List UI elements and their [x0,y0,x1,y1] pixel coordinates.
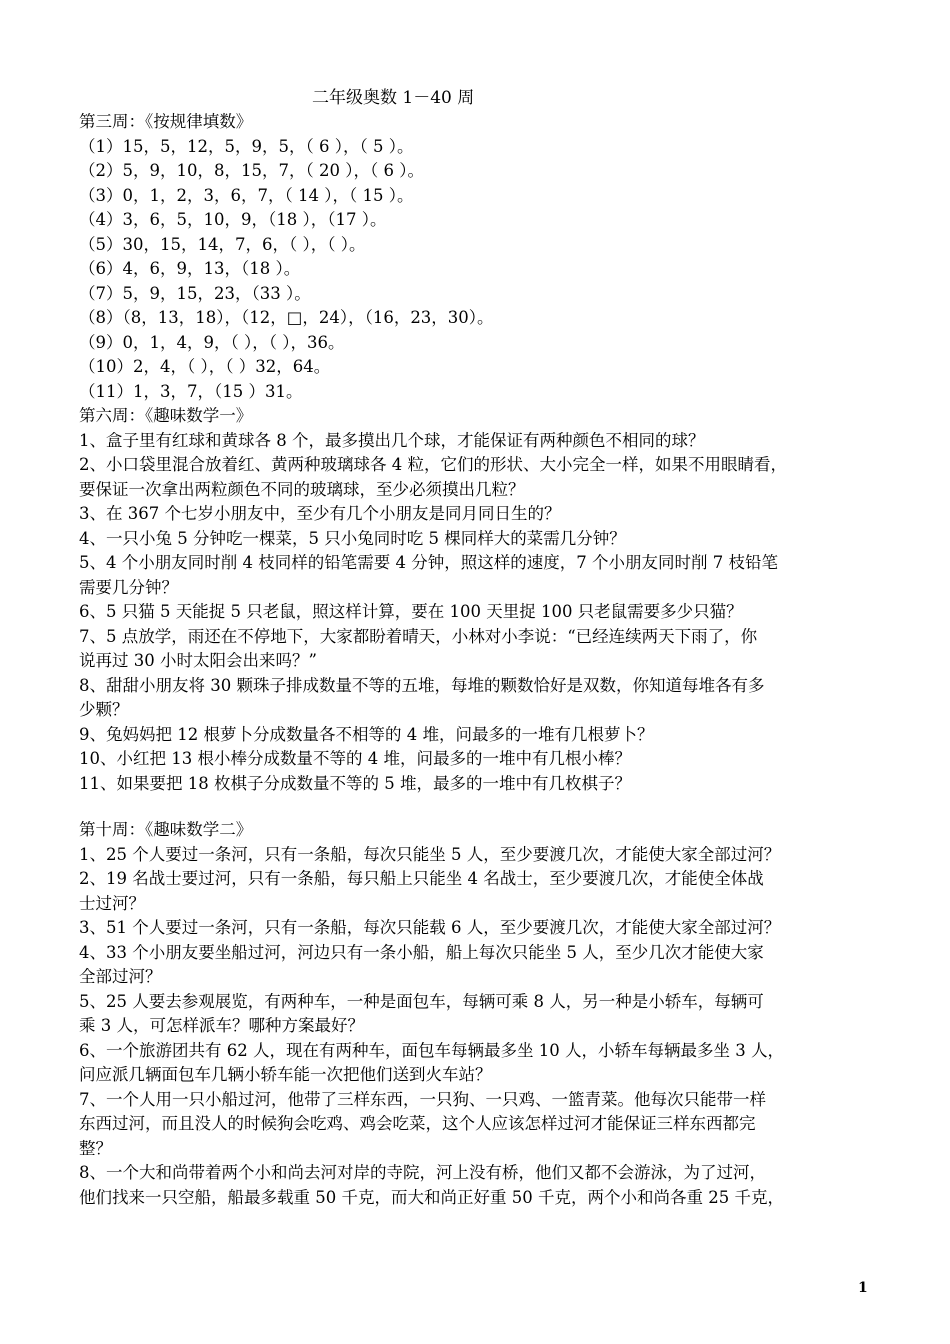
problem-line: 8、一个大和尚带着两个小和尚去河对岸的寺院，河上没有桥，他们又都不会游泳，为了过河， [79,1163,766,1182]
problem-item [79,429,879,454]
week3-heading: 第三周：《按规律填数》 [79,112,253,131]
problem-item [79,747,879,772]
problem-item [79,723,879,748]
problem-line: （5）30，15，14，7，6，（ ），（ ）。 [79,234,366,254]
problem-item [79,1161,879,1210]
problem-item [79,990,879,1039]
problem-line: 2、小口袋里混合放着红、黄两种玻璃球各 4 粒，它们的形状、大小完全一样，如果不用眼睛看， [79,455,787,474]
problem-line: 5、4 个小朋友同时削 4 枝同样的铅笔需要 4 分钟，照这样的速度，7 个小朋友同时削 7 枝铅笔 [79,553,778,572]
problem-line: （10）2，4，（ ），（ ）32，64。 [79,357,331,376]
problem-item [79,1039,879,1088]
problem-line: 1、25 个人要过一条河，只有一条船，每次只能坐 5 人，至少要渡几次，才能使大家全部过河？ [79,844,781,864]
problem-item [79,1088,879,1162]
week10-heading: 第十周：《趣味数学二》 [79,820,253,839]
problem-line: 11、如果要把 18 枚棋子分成数量不等的 5 堆，最多的一堆中有几枚棋子？ [79,773,631,793]
problem-item [79,527,879,552]
problem-line: （3）0，1，2，3，6，7，（ 14 ），（ 15 ）。 [79,185,414,205]
week10-problem-list [79,843,879,1211]
problem-item [79,551,879,600]
problem-line: （4）3，6，5，10，9，（18 ），（17 ）。 [79,210,387,229]
problem-line: 5、25 人要去参观展览，有两种车，一种是面包车，每辆可乘 8 人，另一种是小轿车，每辆可 [79,991,764,1011]
problem-line: （8）（8，13，18），（12，□，24），（16，23，30）。 [79,308,494,327]
problem-line: （1）15，5，12，5，9，5，（ 6 ），（ 5 ）。 [79,136,414,156]
problem-line: （2）5，9，10，8，15，7，（ 20 ），（ 6 ）。 [79,161,424,180]
problem-line: 需要几分钟？ [79,577,178,597]
problem-line: 9、兔妈妈把 12 根萝卜分成数量各不相等的 4 堆，问最多的一堆有几根萝卜？ [79,724,654,744]
problem-item [79,941,879,990]
problem-item [79,674,879,723]
problem-line: 说再过 30 小时太阳会出来吗？” [79,651,317,670]
week6-heading: 第六周：《趣味数学一》 [79,406,253,425]
problem-line: 10、小红把 13 根小棒分成数量不等的 4 堆，问最多的一堆中有几根小棒？ [79,749,631,768]
problem-line: 东西过河，而且没人的时候狗会吃鸡、鸡会吃菜，这个人应该怎样过河才能保证三样东西都完 [79,1114,756,1133]
problem-item [79,625,879,674]
week3-problem-list [79,135,879,405]
problem-line: 整？ [79,1138,112,1158]
page-number: 1 [858,1280,868,1296]
problem-line: 少颗？ [79,700,129,719]
problem-line: （9）0，1，4，9，（ ），（ ），36。 [79,332,345,352]
problem-line: 1、盒子里有红球和黄球各 8 个，最多摸出几个球，才能保证有两种颜色不相同的球？ [79,430,705,450]
problem-line: 要保证一次拿出两粒颜色不同的玻璃球，至少必须摸出几粒？ [79,479,525,499]
problem-item [79,843,879,868]
problem-line: 3、在 367 个七岁小朋友中，至少有几个小朋友是同月同日生的？ [79,504,561,523]
problem-line: 他们找来一只空船，船最多载重 50 千克，而大和尚正好重 50 千克，两个小和尚各重 25 千克， [79,1187,784,1207]
document-title: 二年级奥数 1－40 周 [312,88,475,108]
problem-line: 7、5 点放学，雨还在不停地下，大家都盼着晴天，小林对小李说：“已经连续两天下雨了，你 [79,626,758,646]
problem-line: 7、一个人用一只小船过河，他带了三样东西，一只狗、一只鸡、一篮青菜。他每次只能带一样 [79,1089,766,1109]
problem-line: 6、一个旅游团共有 62 人，现在有两种车，面包车每辆最多坐 10 人，小轿车每辆最多坐 3 人， [79,1040,784,1060]
week6-problem-list [79,429,879,797]
problem-line: 4、33 个小朋友要坐船过河，河边只有一条小船，船上每次只能坐 5 人，至少几次才能使大家 [79,942,764,962]
problem-line: 全部过河？ [79,967,162,986]
problem-item [79,453,879,502]
problem-item [79,916,879,941]
problem-line: 问应派几辆面包车几辆小轿车能一次把他们送到火车站？ [79,1065,492,1084]
problem-item [79,502,879,527]
problem-line: （6）4，6，9，13，（18 ）。 [79,259,301,278]
problem-item [79,867,879,916]
problem-line: （11）1，3，7，（15 ）31。 [79,381,303,401]
problem-line: （7）5，9，15，23，（33 ）。 [79,283,311,303]
problem-line: 6、5 只猫 5 天能捉 5 只老鼠，照这样计算，要在 100 天里捉 100 只老鼠需要多少只猫？ [79,602,743,621]
document-body [79,110,879,1210]
problem-item [79,600,879,625]
problem-line: 8、甜甜小朋友将 30 颗珠子排成数量不等的五堆，每堆的颗数恰好是双数，你知道每堆各有多 [79,675,765,695]
problem-line: 4、一只小兔 5 分钟吃一棵菜，5 只小兔同时吃 5 棵同样大的菜需几分钟？ [79,528,626,548]
problem-line: 乘 3 人，可怎样派车？哪种方案最好？ [79,1016,364,1035]
problem-item [79,772,879,797]
problem-line: 士过河？ [79,893,145,913]
section-spacer [79,796,879,818]
problem-line: 2、19 名战士要过河，只有一条船，每只船上只能坐 4 名战士，至少要渡几次，才能使全体战 [79,869,764,888]
problem-line: 3、51 个人要过一条河，只有一条船，每次只能载 6 人，至少要渡几次，才能使大家全部过河？ [79,918,781,937]
